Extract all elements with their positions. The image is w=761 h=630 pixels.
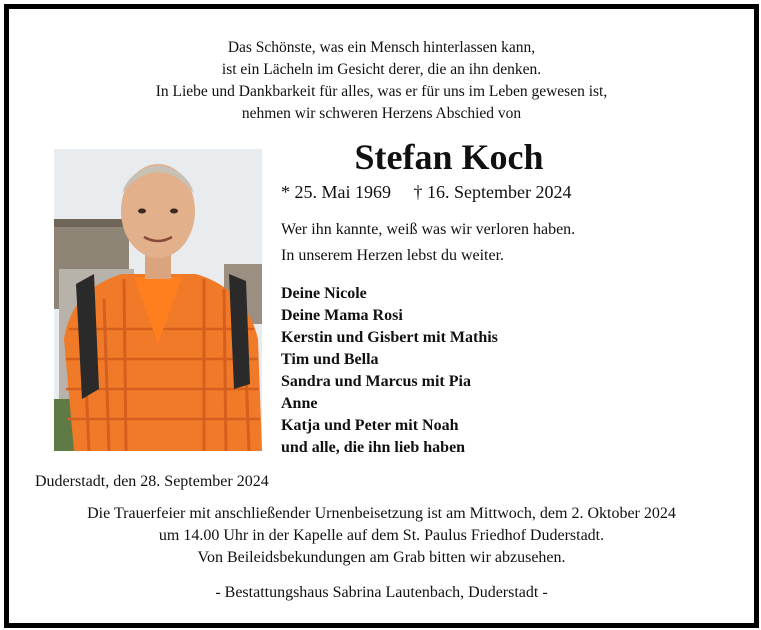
service-info <box>9 503 754 569</box>
quote <box>281 217 575 269</box>
obituary-frame <box>4 4 759 628</box>
mourner: Katja und Peter mit Noah <box>281 417 459 434</box>
place-date: Duderstadt, den 28. September 2024 <box>35 473 269 490</box>
intro-text <box>9 37 754 125</box>
mourner: Deine Nicole <box>281 285 367 302</box>
portrait-photo <box>54 149 262 451</box>
funeral-home: - Bestattungshaus Sabrina Lautenbach, Duderstadt - <box>215 584 548 601</box>
mourner: und alle, die ihn lieb haben <box>281 439 466 456</box>
birth-date: * 25. Mai 1969 <box>281 182 391 202</box>
mourner: Kerstin und Gisbert mit Mathis <box>281 329 498 346</box>
service-line: um 14.00 Uhr in der Kapelle auf dem St. Paulus Friedhof Duderstadt. <box>158 527 605 544</box>
intro-line: Das Schönste, was ein Mensch hinterlassen kann, <box>227 39 536 56</box>
intro-line: nehmen wir schweren Herzens Abschied von <box>241 105 522 122</box>
mourner: Sandra und Marcus mit Pia <box>281 373 471 390</box>
service-line: Von Beileidsbekundungen am Grab bitten wir abzusehen. <box>197 549 566 566</box>
life-dates <box>281 182 571 203</box>
mourner: Tim und Bella <box>281 351 379 368</box>
service-line: Die Trauerfeier mit anschließender Urnenbeisetzung ist am Mittwoch, dem 2. Oktober 2024 <box>87 505 676 522</box>
mourner: Deine Mama Rosi <box>281 307 403 324</box>
mourner: Anne <box>281 395 318 412</box>
mourners-list <box>281 283 498 459</box>
death-date: † 16. September 2024 <box>413 182 572 202</box>
deceased-name: Stefan Koch <box>354 137 544 177</box>
quote-line: In unserem Herzen lebst du weiter. <box>281 247 505 264</box>
intro-line: In Liebe und Dankbarkeit für alles, was er für uns im Leben gewesen ist, <box>155 83 608 100</box>
quote-line: Wer ihn kannte, weiß was wir verloren haben. <box>281 221 576 238</box>
intro-line: ist ein Lächeln im Gesicht derer, die an ihn denken. <box>221 61 542 78</box>
